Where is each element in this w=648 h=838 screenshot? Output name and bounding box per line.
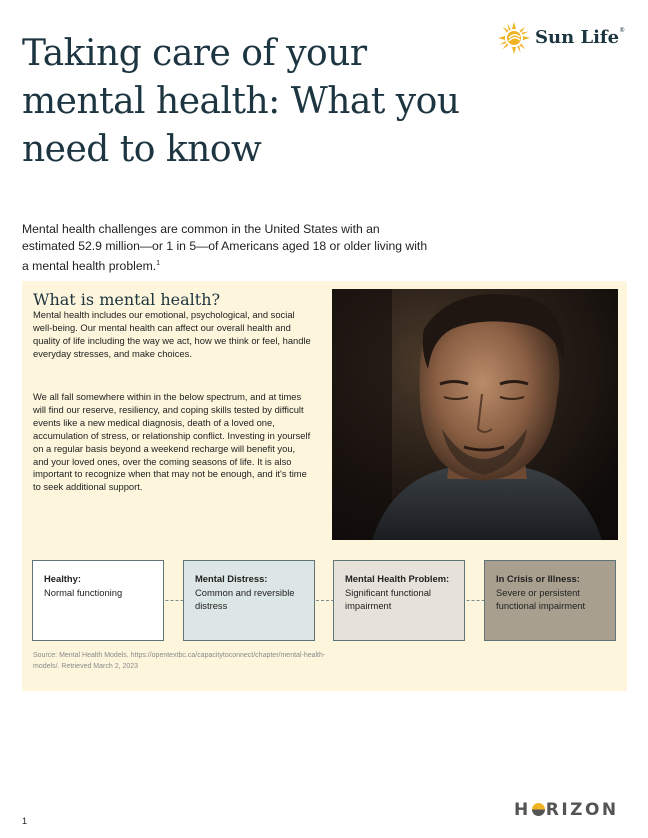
footnote-ref: 1 — [156, 260, 161, 268]
spectrum-title: Healthy: — [44, 573, 81, 584]
spectrum-box-healthy — [32, 560, 164, 641]
spectrum-desc: Significant functional impairment — [345, 586, 431, 611]
spectrum-desc: Severe or persistent functional impairment — [496, 586, 586, 611]
spectrum-box-crisis — [484, 560, 616, 641]
page-number: 1 — [22, 816, 28, 826]
horizon-logo — [514, 800, 619, 820]
brand-pre: H — [514, 800, 531, 820]
paragraph-2: We all fall somewhere within in the below spectrum, and at times will find our reserve, resiliency, and coping skills tested by difficult events like a new medical diagnosis, death of a loved one, accumulation of stress, or relationship conflict. Investing in yourself on a regular basis beyond a weekend recharge will benefit you, and your loved ones, over the coming seasons of life. It is also important to recognize when that may not be enough, and it's time to seek additional support. — [33, 391, 311, 493]
source-citation: Source: Mental Health Models. https://opentextbc.ca/capacitytoconnect/chapter/mental-health-models/. Retrieved March 2, 2023 — [33, 652, 326, 670]
spectrum-title: Mental Health Problem: — [345, 573, 450, 584]
spectrum-title: In Crisis or Illness: — [496, 573, 580, 584]
registered-mark: ® — [619, 27, 626, 34]
sunrise-o-icon — [532, 803, 545, 816]
paragraph-1: Mental health includes our emotional, psychological, and social well-being. Our mental health can affect our overall health and quality of life including the way we act, how we think or feel, handle everyday stresses, and make choices. — [33, 309, 311, 359]
spectrum-box-distress — [183, 560, 315, 641]
brand-post: RIZON — [545, 800, 619, 820]
intro-text: Mental health challenges are common in the United States with an estimated 52.9 million—or 1 in 5—of Americans aged 18 or older living with a mental health problem. — [22, 222, 428, 274]
man-portrait-photo — [332, 289, 618, 540]
spectrum-box-problem — [333, 560, 465, 641]
intro-paragraph — [22, 221, 432, 275]
sun-life-logo — [497, 21, 632, 55]
spectrum-title: Mental Distress: — [195, 573, 268, 584]
spectrum-desc: Normal functioning — [44, 586, 123, 598]
section-heading: What is mental health? — [33, 290, 221, 309]
mental-health-panel — [22, 281, 627, 691]
sun-icon — [497, 21, 531, 55]
spectrum-desc: Common and reversible distress — [195, 586, 295, 611]
page-title: Taking care of your mental health: What you need to know — [22, 33, 460, 170]
logo-text: Sun Life — [535, 27, 620, 48]
